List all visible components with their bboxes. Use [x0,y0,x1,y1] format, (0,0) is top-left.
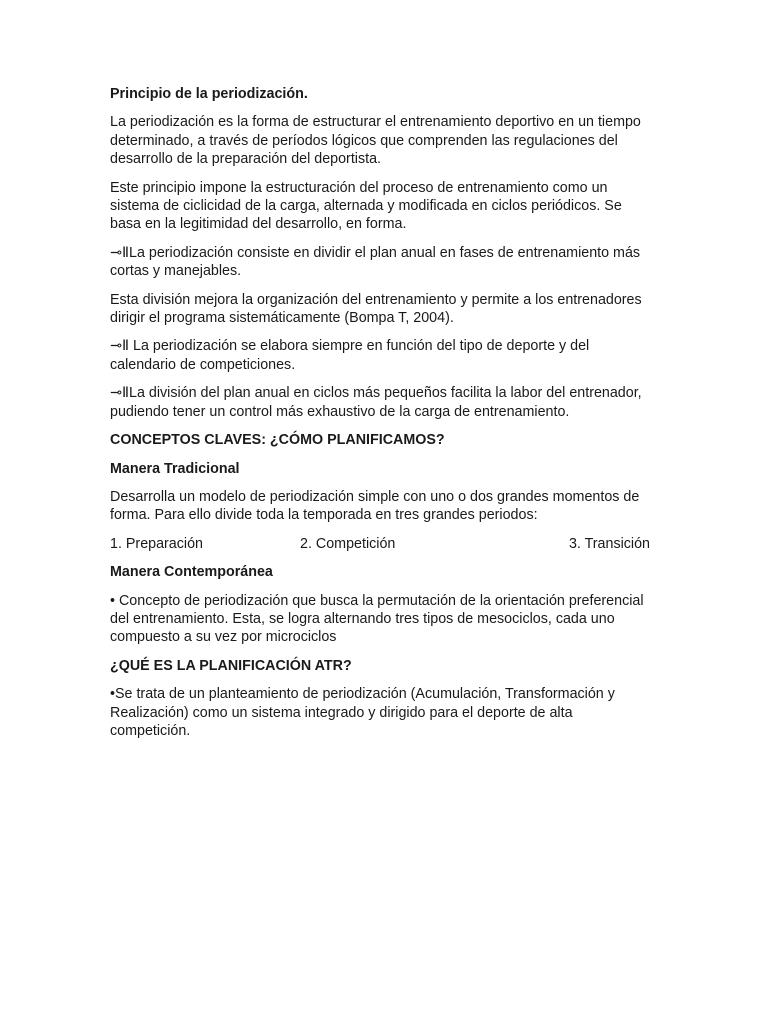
paragraph-sport-calendar: ⊸Ⅱ La periodización se elabora siempre en función del tipo de deporte y del calendario de competiciones. [110,338,590,373]
period-transition: 3. Transición [568,535,650,552]
paragraph-principle: Este principio impone la estructuración del proceso de entrenamiento como un sistema de ciclicidad de la carga, alternada y modificada en ciclos periódicos. Se basa en la legitimidad del desarrollo, en forma. [110,179,622,233]
paragraph-division-phases: ⊸ⅡLa periodización consiste en dividir el plan anual en fases de entrenamiento más cortas y manejables. [110,244,641,280]
paragraph-definition: La periodización es la forma de estructurar el entrenamiento deportivo en un tiempo determinado, a través de períodos lógicos que comprenden las regulaciones del desarrollo de la preparación del deportista. [110,114,641,168]
paragraph-atr: •Se trata de un planteamiento de periodización (Acumulación, Transformación y Realización) como un sistema integrado y dirigido para el deporte de alta competición. [110,686,615,739]
heading-contemporary: Manera Contemporánea [110,564,273,581]
periods-row [110,535,650,553]
paragraph-organization: Esta división mejora la organización del entrenamiento y permite a los entrenadores dirigir el programa sistemáticamente (Bompa T, 2004). [110,291,642,327]
heading-key-concepts: CONCEPTOS CLAVES: ¿CÓMO PLANIFICAMOS? [110,432,445,449]
period-competition: 2. Competición [300,535,396,552]
period-preparation: 1. Preparación [110,535,203,552]
document-body [110,85,650,740]
paragraph-contemporary: • Concepto de periodización que busca la permutación de la orientación preferencial del entrenamiento. Esta, se logra alternando tres tipos de mesociclos, cada uno compuesto a su vez por microciclos [110,592,644,646]
paragraph-traditional: Desarrolla un modelo de periodización simple con uno o dos grandes momentos de forma. Para ello divide toda la temporada en tres grandes periodos: [110,488,640,524]
heading-atr: ¿QUÉ ES LA PLANIFICACIÓN ATR? [110,657,352,674]
section-title-periodizacion: Principio de la periodización. [110,86,308,102]
paragraph-smaller-cycles: ⊸ⅡLa división del plan anual en ciclos más pequeños facilita la labor del entrenador, pudiendo tener un control más exhaustivo de la carga de entrenamiento. [110,385,642,420]
heading-traditional: Manera Tradicional [110,460,240,477]
